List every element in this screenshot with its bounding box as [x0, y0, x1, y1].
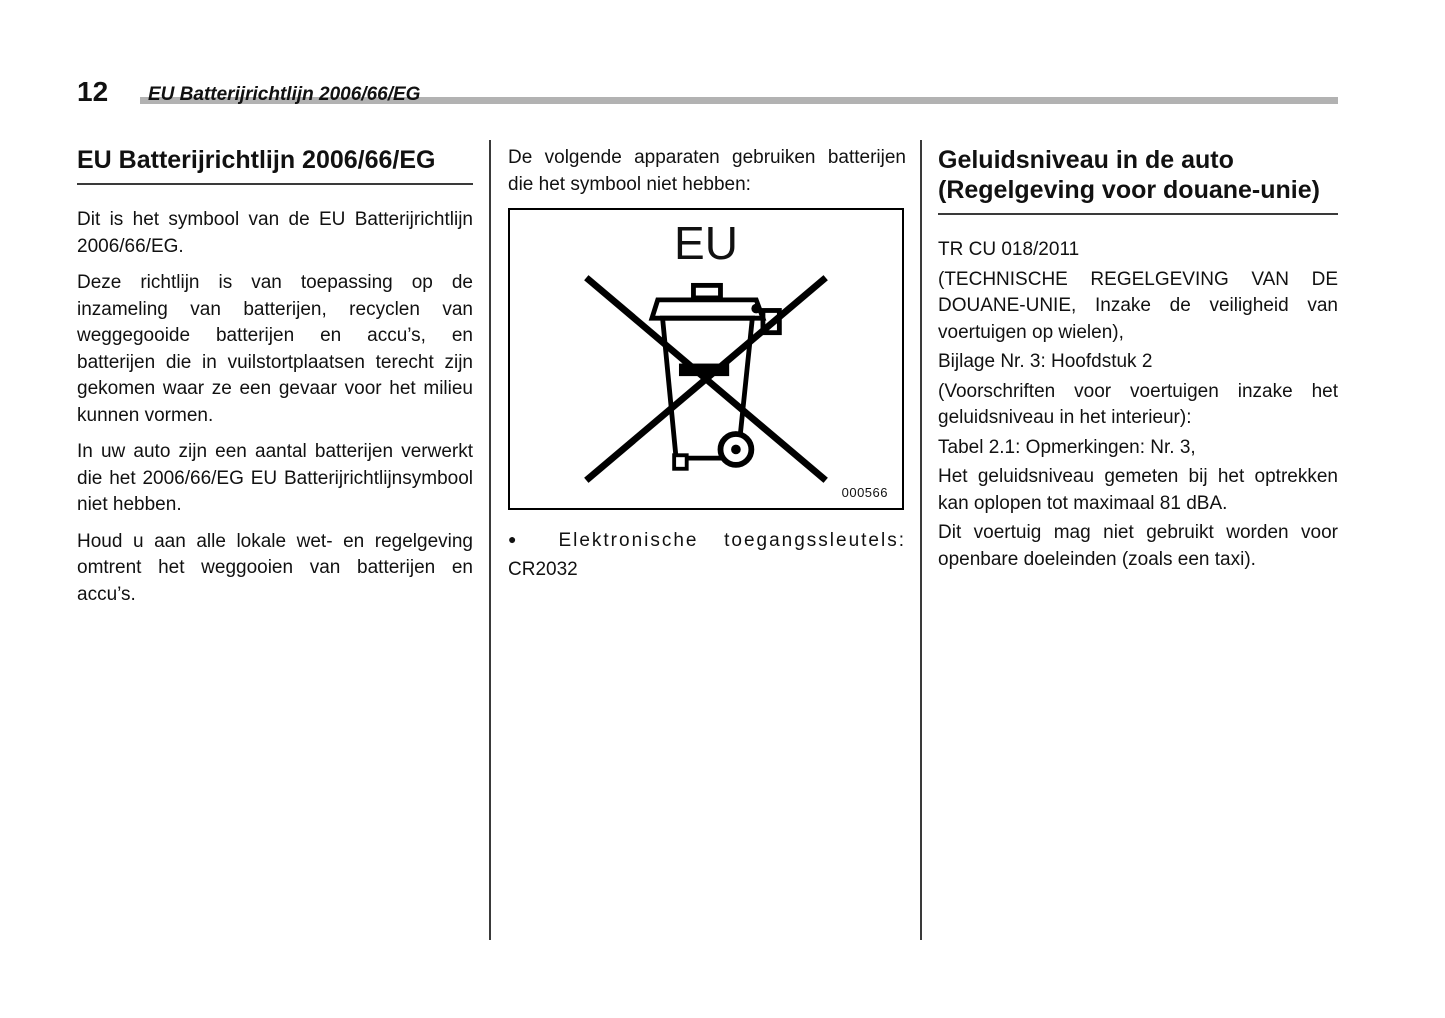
paragraph: Het geluidsniveau gemeten bij het optrekken kan oplopen tot maximaal 81 dBA.	[938, 466, 1338, 514]
battery-symbol-figure	[508, 208, 904, 510]
figure-code: 000566	[841, 485, 888, 500]
bullet-item	[508, 526, 906, 555]
figure-intro-paragraph: De volgende apparaten gebruiken batterijen die het symbool niet hebben:	[508, 147, 906, 195]
bullet-item-value: CR2032	[508, 558, 578, 580]
header-chapter-title: EU Batterijrichtlijn 2006/66/EG	[148, 84, 421, 105]
paragraph: TR CU 018/2011	[938, 239, 1080, 260]
column-battery-directive	[77, 145, 473, 618]
page-number: 12	[77, 76, 109, 107]
paragraph: In uw auto zijn een aantal batterijen verwerkt die het 2006/66/EG EU Batterijrichtlijnsymbool niet hebben.	[77, 441, 473, 515]
crossed-out-wheeled-bin-icon	[580, 268, 832, 490]
paragraph: Houd u aan alle lokale wet- en regelgeving omtrent het weggooien van batterijen en accu’s.	[77, 530, 473, 605]
column-divider-right	[920, 140, 922, 940]
paragraph: Deze richtlijn is van toepassing op de inzameling van batterijen, recyclen van weggegooide batterijen en accu’s, en batterijen die in vuilstortplaatsen terecht zijn gekomen waar ze een gevaar voor het milieu kunnen vormen.	[77, 272, 473, 426]
bullet-item-label: Elektronische toegangssleutels:	[558, 530, 906, 551]
section-title-battery-directive: EU Batterijrichtlijn 2006/66/EG	[77, 146, 436, 174]
column-noise-level	[938, 145, 1338, 576]
paragraph: (Voorschriften voor voertuigen inzake het geluidsniveau in het interieur):	[938, 380, 1338, 428]
column-symbol-figure	[508, 145, 906, 583]
paragraph: Dit voertuig mag niet gebruikt worden voor openbare doeleinden (zoals een taxi).	[938, 522, 1338, 570]
paragraph: Dit is het symbool van de EU Batterijrichtlijn 2006/66/EG.	[77, 209, 473, 257]
section-title-noise-level: Geluidsniveau in de auto (Regelgeving voor douane-unie)	[938, 146, 1320, 204]
column-divider-left	[489, 140, 491, 940]
section-title-underline	[77, 183, 473, 185]
bullet-icon: ●	[508, 531, 535, 547]
paragraph: Bijlage Nr. 3: Hoofdstuk 2	[938, 351, 1153, 372]
section-title-underline	[938, 213, 1338, 215]
paragraph: (TECHNISCHE REGELGEVING VAN DE DOUANE-UNIE, Inzake de veiligheid van voertuigen op wielen),	[938, 268, 1338, 343]
paragraph: Tabel 2.1: Opmerkingen: Nr. 3,	[938, 436, 1196, 458]
eu-label: EU	[674, 217, 738, 269]
